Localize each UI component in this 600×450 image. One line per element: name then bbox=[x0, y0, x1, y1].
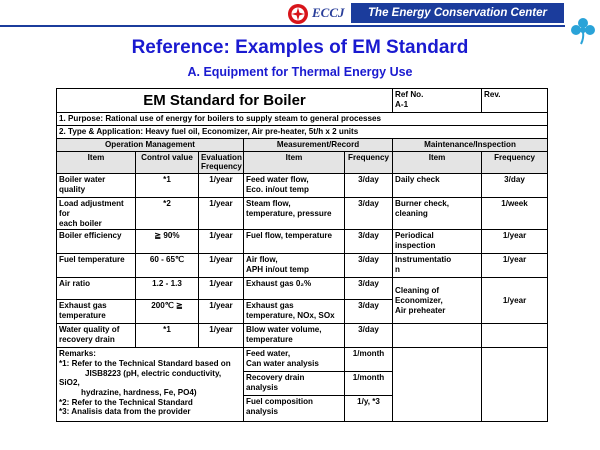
op-item: Load adjustment for each boiler bbox=[57, 198, 136, 230]
mr-frequency: 3/day bbox=[345, 198, 393, 230]
mi-frequency-empty bbox=[482, 396, 548, 422]
em-standard-table bbox=[56, 88, 548, 422]
op-item: Boiler efficiency bbox=[57, 230, 136, 254]
mr-frequency: 1/y, *3 bbox=[345, 396, 393, 422]
evaluation-frequency: 1/year bbox=[199, 254, 244, 278]
col-mi-frequency: Frequency bbox=[482, 151, 548, 173]
mi-item: Instrumentatio n bbox=[393, 254, 482, 278]
mr-item: Feed water flow, Eco. in/out temp bbox=[244, 174, 345, 198]
control-value: *1 bbox=[136, 174, 199, 198]
eccj-logo-icon bbox=[287, 3, 309, 25]
table-row bbox=[57, 230, 548, 254]
mr-item: Fuel composition analysis bbox=[244, 396, 345, 422]
header-bar bbox=[0, 0, 600, 39]
section-maintenance: Maintenance/Inspection bbox=[393, 139, 548, 152]
control-value: *1 bbox=[136, 324, 199, 348]
table-row bbox=[57, 254, 548, 278]
col-mr-item: Item bbox=[244, 151, 345, 173]
section-operation: Operation Management bbox=[57, 139, 244, 152]
ref-no-cell bbox=[393, 89, 482, 113]
mi-item-empty bbox=[393, 396, 482, 422]
logo-text: ECCJ bbox=[312, 5, 345, 20]
mi-frequency: 1/week bbox=[482, 198, 548, 230]
organization-name: The Energy Conservation Center Japan bbox=[351, 3, 564, 23]
remarks-title: Remarks: bbox=[59, 349, 96, 359]
evaluation-frequency: 1/year bbox=[199, 198, 244, 230]
mr-frequency: 1/month bbox=[345, 348, 393, 372]
mi-frequency-empty bbox=[482, 348, 548, 372]
mi-frequency-empty bbox=[482, 324, 548, 348]
control-value: *2 bbox=[136, 198, 199, 230]
remark-line: JISB8223 (pH, electric conductivity, SiO2, bbox=[59, 368, 222, 388]
mi-item: Periodical inspection bbox=[393, 230, 482, 254]
col-mi-item: Item bbox=[393, 151, 482, 173]
mr-frequency: 3/day bbox=[345, 300, 393, 324]
remark-line: *2: Refer to the Technical Standard bbox=[59, 397, 193, 407]
mr-item: Fuel flow, temperature bbox=[244, 230, 345, 254]
op-item: Air ratio bbox=[57, 278, 136, 300]
table-row bbox=[57, 198, 548, 230]
col-op-item: Item bbox=[57, 151, 136, 173]
table-row bbox=[57, 174, 548, 198]
mi-item: Burner check, cleaning bbox=[393, 198, 482, 230]
remark-line: hydrazine, hardness, Fe, PO4) bbox=[81, 388, 197, 398]
evaluation-frequency: 1/year bbox=[199, 324, 244, 348]
mr-item: Exhaust gas temperature, NOx, SOx bbox=[244, 300, 345, 324]
table-row bbox=[57, 348, 548, 372]
mi-item-empty bbox=[393, 324, 482, 348]
control-value: 200℃ ≧ bbox=[136, 300, 199, 324]
mr-frequency: 3/day bbox=[345, 230, 393, 254]
mr-item: Steam flow, temperature, pressure bbox=[244, 198, 345, 230]
mr-item: Feed water, Can water analysis bbox=[244, 348, 345, 372]
evaluation-frequency: 1/year bbox=[199, 278, 244, 300]
mi-frequency: 1/year bbox=[482, 278, 548, 324]
mr-item: Recovery drain analysis bbox=[244, 372, 345, 396]
op-item: Water quality of recovery drain bbox=[57, 324, 136, 348]
mi-item: Cleaning of Economizer, Air preheater bbox=[393, 278, 482, 324]
control-value: ≧ 90% bbox=[136, 230, 199, 254]
control-value: 1.2 - 1.3 bbox=[136, 278, 199, 300]
ref-value: A-1 bbox=[395, 99, 409, 109]
evaluation-frequency: 1/year bbox=[199, 230, 244, 254]
table-row bbox=[57, 278, 548, 300]
mi-frequency-empty bbox=[482, 372, 548, 396]
mr-frequency: 1/month bbox=[345, 372, 393, 396]
col-mr-frequency: Frequency bbox=[345, 151, 393, 173]
col-evaluation-frequency bbox=[199, 151, 244, 173]
rev-cell: Rev. bbox=[482, 89, 548, 113]
mr-item: Blow water volume, temperature bbox=[244, 324, 345, 348]
control-value: 60 - 65℃ bbox=[136, 254, 199, 278]
mi-item: Daily check bbox=[393, 174, 482, 198]
table-row bbox=[57, 324, 548, 348]
mr-frequency: 3/day bbox=[345, 174, 393, 198]
standard-title: EM Standard for Boiler bbox=[57, 89, 393, 113]
remark-line: *1: Refer to the Technical Standard based on bbox=[59, 358, 231, 368]
mr-frequency: 3/day bbox=[345, 278, 393, 300]
op-item: Fuel temperature bbox=[57, 254, 136, 278]
remark-line: *3: Analisis data from the provider bbox=[59, 407, 191, 417]
op-item: Exhaust gas temperature bbox=[57, 300, 136, 324]
header-divider bbox=[0, 25, 565, 27]
mi-item-empty bbox=[393, 372, 482, 396]
mr-frequency: 3/day bbox=[345, 254, 393, 278]
col-control-value: Control value bbox=[136, 151, 199, 173]
ref-label: Ref No. bbox=[395, 90, 424, 99]
mi-frequency: 1/year bbox=[482, 230, 548, 254]
mr-frequency: 3/day bbox=[345, 324, 393, 348]
slide-subtitle: A. Equipment for Thermal Energy Use bbox=[187, 65, 413, 79]
application-line: 2. Type & Application: Heavy fuel oil, Economizer, Air pre-heater, 5t/h x 2 units bbox=[57, 126, 548, 139]
purpose-line: 1. Purpose: Rational use of energy for boilers to supply steam to general processes bbox=[57, 113, 548, 126]
op-item: Boiler water quality bbox=[57, 174, 136, 198]
section-measurement: Measurement/Record bbox=[244, 139, 393, 152]
slide-title: Reference: Examples of EM Standard bbox=[131, 37, 469, 58]
evaluation-frequency: 1/year bbox=[199, 174, 244, 198]
mr-item: Air flow, APH in/out temp bbox=[244, 254, 345, 278]
remarks bbox=[57, 348, 244, 422]
mi-item-empty bbox=[393, 348, 482, 372]
mi-frequency: 1/year bbox=[482, 254, 548, 278]
mi-frequency: 3/day bbox=[482, 174, 548, 198]
mr-item: Exhaust gas 0₂% bbox=[244, 278, 345, 300]
evaluation-frequency: 1/year bbox=[199, 300, 244, 324]
col-eval-line1: Evaluation bbox=[201, 152, 242, 162]
col-eval-line2: Frequency bbox=[201, 162, 242, 172]
